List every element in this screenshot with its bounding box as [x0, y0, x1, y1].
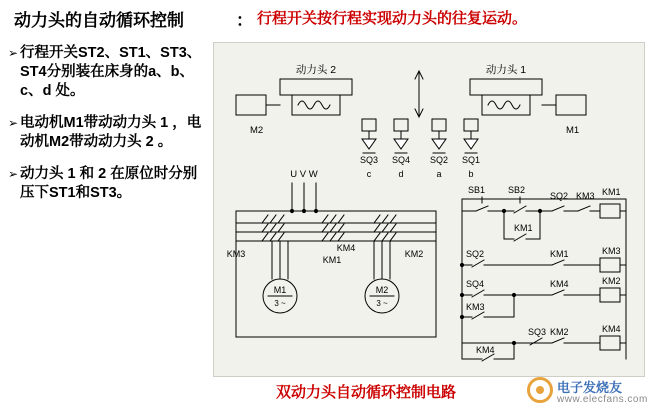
list-item: [8, 44, 208, 101]
motor-right-label: M1: [566, 125, 580, 136]
switch-label-sq4: SQ4: [391, 155, 411, 165]
contactor-label-km3: KM3: [226, 249, 246, 259]
watermark-subtitle: www.elecfans.com: [557, 394, 648, 405]
position-label-b: b: [468, 169, 474, 179]
motor2-label: M2: [375, 285, 389, 295]
page-title: 动力头的自动循环控制: [14, 11, 184, 30]
position-label-d: d: [398, 169, 404, 179]
header: [14, 6, 644, 32]
list-item-label: 电动机M1带动动力头 1 ，电动机M2带动动力头 2 。: [20, 115, 202, 150]
coil-label-km1: KM1: [602, 187, 621, 197]
logo-ring-icon: [527, 377, 553, 403]
motor1-label: M1: [273, 285, 287, 295]
diagram-caption: 双动力头自动循环控制电路: [276, 384, 457, 401]
contactor-label-km2: KM2: [404, 249, 424, 259]
arrow-bullet-icon: ➢: [8, 167, 19, 181]
switch-label-sq3: SQ3: [359, 155, 379, 165]
circuit-diagram-panel: [213, 42, 645, 377]
position-label-c: c: [366, 169, 372, 179]
coil-label-km4: KM4: [602, 324, 621, 334]
list-item-label: 动力头 1 和 2 在原位时分别压下ST1和ST3。: [20, 166, 198, 201]
list-item: [8, 165, 208, 203]
coil-label-km3: KM3: [602, 246, 621, 256]
header-colon: ：: [236, 11, 253, 30]
control-label-sb1: SB1: [468, 185, 486, 195]
watermark: [527, 375, 647, 409]
circuit-diagram: [214, 43, 644, 376]
control-label-sq2-r1: SQ2: [550, 191, 569, 201]
control-label-sq4-r4: SQ4: [466, 279, 485, 289]
motor2-sub-label: 3 ~: [376, 299, 388, 308]
control-label-km4-r4: KM4: [550, 279, 569, 289]
control-label-sq2-r3: SQ2: [466, 249, 485, 259]
switch-label-sq2: SQ2: [429, 155, 449, 165]
head2-label: 动力头 2: [295, 64, 337, 76]
list-item: [8, 114, 208, 152]
control-label-km3-r5: KM3: [466, 302, 485, 312]
coil-label-km2: KM2: [602, 276, 621, 286]
watermark-title: 电子发烧友: [557, 380, 623, 395]
contactor-label-km1: KM1: [322, 255, 342, 265]
control-label-km3-r1: KM3: [576, 191, 595, 201]
control-label-sb2: SB2: [508, 185, 526, 195]
bullet-list: [8, 44, 208, 216]
head1-label: 动力头 1: [485, 64, 527, 76]
contactor-label-km4: KM4: [336, 243, 356, 253]
list-item-label: 行程开关ST2、ST1、ST3、ST4分别装在床身的a、b、c、d 处。: [20, 45, 202, 99]
motor-left-label: M2: [250, 125, 264, 136]
arrow-bullet-icon: ➢: [8, 116, 19, 130]
header-subtitle: 行程开关按行程实现动力头的往复运动。: [257, 10, 528, 27]
control-label-km2-r6: KM2: [550, 327, 569, 337]
control-label-km4-r7: KM4: [476, 345, 495, 355]
arrow-bullet-icon: ➢: [8, 46, 19, 60]
motor1-sub-label: 3 ~: [274, 299, 286, 308]
control-label-km1-r2: KM1: [514, 223, 533, 233]
phase-label: U V W: [290, 169, 318, 180]
control-label-sq3-r6: SQ3: [528, 327, 547, 337]
position-label-a: a: [436, 169, 442, 179]
switch-label-sq1: SQ1: [461, 155, 481, 165]
control-label-km1-r3: KM1: [550, 249, 569, 259]
